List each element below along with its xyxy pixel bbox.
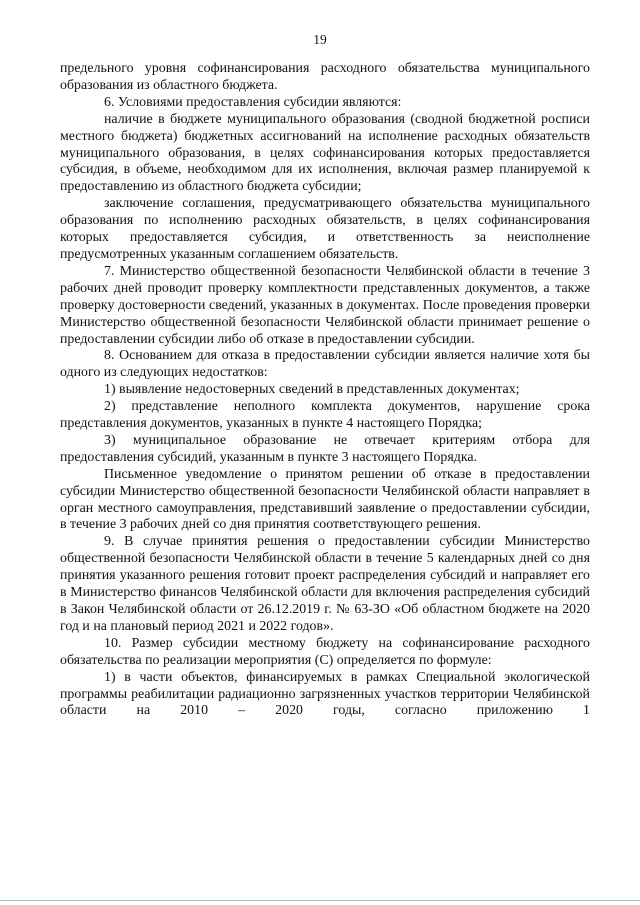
paragraph-item-8: 8. Основанием для отказа в предоставлении субсидии является наличие хотя бы одного из следующих недостатков: (60, 348, 590, 381)
paragraph-subitem-10-1: 1) в части объектов, финансируемых в рамках Специальной экологической программы реабилитации радиационно загрязненных участков территории Челябинской области на 2010 – 2020 годы, согласно приложению 1 (60, 669, 590, 719)
paragraph-cofinancing-level: предельного уровня софинансирования расходного обязательства муниципального образования из областного бюджета. (60, 61, 590, 93)
scan-edge-line (0, 900, 640, 901)
paragraph-agreement-conclusion: заключение соглашения, предусматривающего обязательства муниципального образования по исполнению расходных обязательств, в целях софинансирования которых предоставляется субсидия, и ответственность за неисполнение предусмотренных указанным соглашением обязательств. (60, 196, 590, 262)
paragraph-item-10: 10. Размер субсидии местному бюджету на софинансирование расходного обязательства по реализации мероприятия (С) определяется по формуле: (60, 635, 590, 668)
paragraph-item-6-heading: 6. Условиями предоставления субсидии являются: (104, 94, 402, 110)
paragraph-reason-1: 1) выявление недостоверных сведений в представленных документах; (104, 382, 520, 398)
document-body (60, 61, 590, 720)
paragraph-refusal-notice: Письменное уведомление о принятом решении об отказе в предоставлении субсидии Министерство общественной безопасности Челябинской области направляет в орган местного самоуправления, представивший заявление о предоставлении субсидии, в течение 3 рабочих дней со дня принятия соответствующего решения. (60, 466, 590, 533)
paragraph-reason-2: 2) представление неполного комплекта документов, нарушение срока представления документов, указанных в пункте 4 настоящего Порядка; (60, 399, 590, 432)
page-number: 19 (313, 32, 327, 47)
paragraph-item-9: 9. В случае принятия решения о предоставлении субсидии Министерство общественной безопасности Челябинской области в течение 5 календарных дней со дня принятия указанного решения готовит проект распределения субсидий и направляет его в Министерство финансов Челябинской области для включения распределения субсидий в Закон Челябинской области от 26.12.2019 г. № 63-ЗО «Об областном бюджете на 2020 год и на плановый период 2021 и 2022 годов». (60, 534, 590, 634)
paragraph-reason-3: 3) муниципальное образование не отвечает критериям отбора для предоставления субсидий, указанным в пункте 3 настоящего Порядка. (60, 432, 590, 465)
paragraph-item-7: 7. Министерство общественной безопасности Челябинской области в течение 3 рабочих дней проводит проверку комплектности представленных документов, а также проверку достоверности сведений, указанных в документах. После проведения проверки Министерство общественной безопасности Челябинской области принимает решение о предоставлении субсидии либо об отказе в предоставлении субсидии. (60, 263, 590, 347)
paragraph-budget-availability: наличие в бюджете муниципального образования (сводной бюджетной росписи местного бюджета) бюджетных ассигнований на исполнение расходных обязательств муниципального образования, в целях софинансирования которых предоставляется субсидия, в объеме, необходимом для их исполнения, включая размер планируемой к предоставлению из областного бюджета субсидии; (60, 111, 590, 195)
